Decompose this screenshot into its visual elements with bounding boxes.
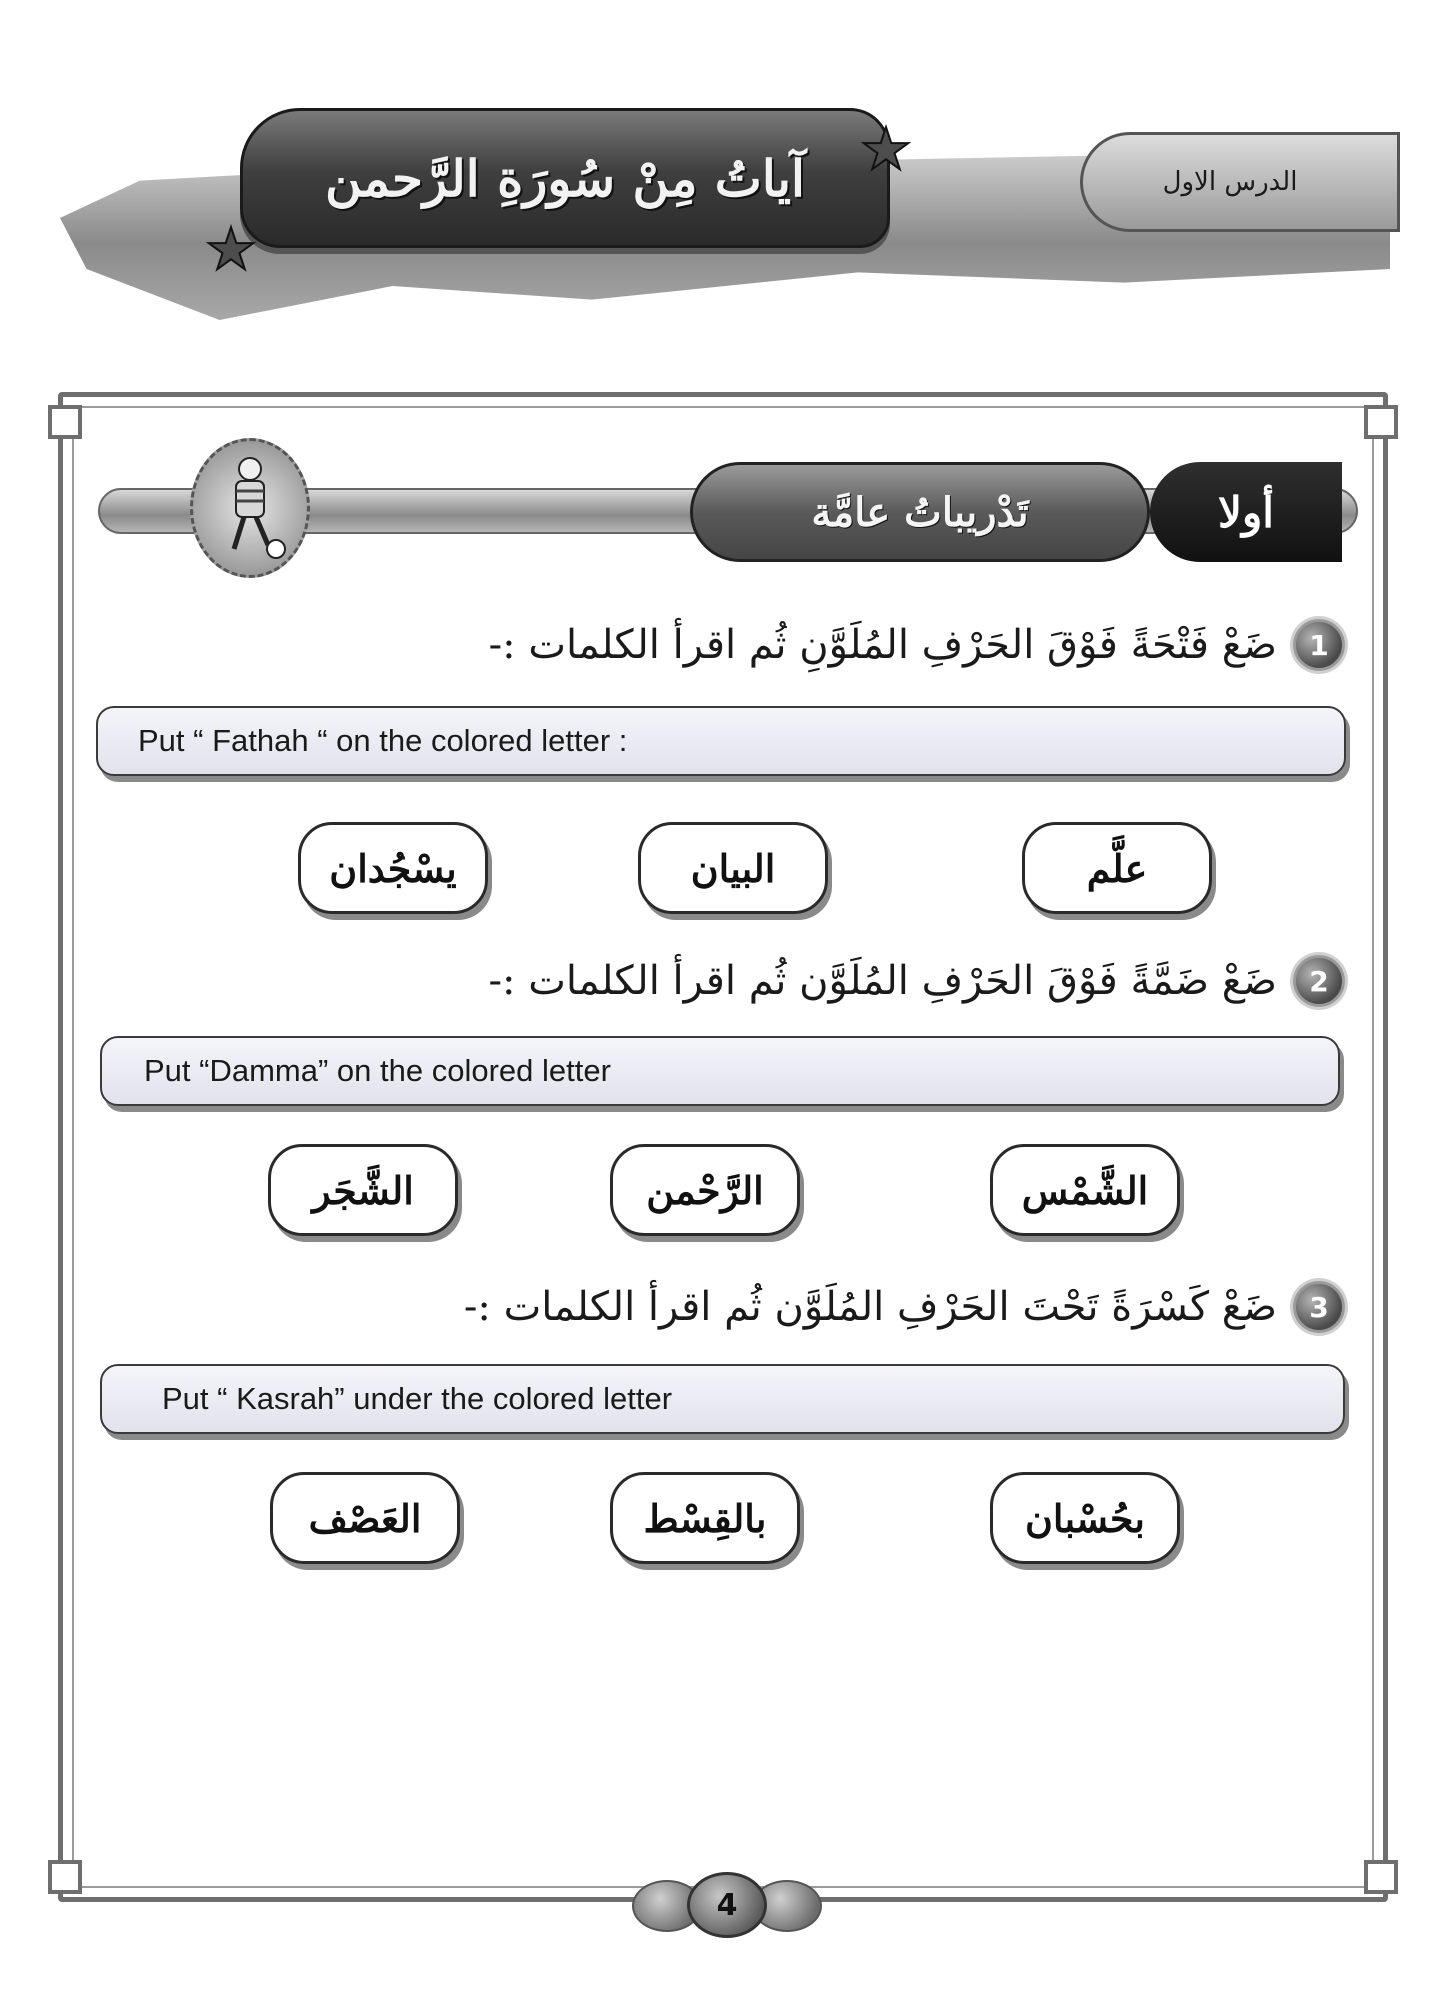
exercise-number-badge: 2 [1293, 955, 1345, 1007]
title-box [240, 108, 890, 248]
word-box: البيان [638, 822, 828, 914]
word-box: الشَّجَر [268, 1144, 458, 1236]
exercise-3-english-instruction: Put “ Kasrah” under the colored letter [100, 1364, 1345, 1434]
word-box: علَّم [1022, 822, 1212, 914]
page-number-badge [632, 1872, 822, 1938]
section-title-pill [690, 462, 1150, 562]
page-number: 4 [687, 1872, 767, 1938]
exercise-number-badge: 3 [1293, 1281, 1345, 1333]
section-title: تَدْريباتُ عامَّة [811, 488, 1029, 536]
exercise-3-question [464, 1272, 1345, 1342]
frame-corner-ornament [1364, 405, 1398, 439]
exercise-number-badge: 1 [1293, 619, 1345, 671]
word-box: العَصْف [270, 1472, 460, 1564]
word-box: الشَّمْس [990, 1144, 1180, 1236]
exercise-arabic-instruction: ضَعْ كَسْرَةً تَحْتَ الحَرْفِ المُلَوَّن ثُم اقرأ الكلمات :- [463, 1284, 1277, 1330]
exercise-1-english-instruction: Put “ Fathah “ on the colored letter : [96, 706, 1346, 776]
exercise-1-question [489, 610, 1345, 680]
exercise-arabic-instruction: ضَعْ فَتْحَةً فَوْقَ الحَرْفِ المُلَوَّنِ ثُم اقرأ الكلمات :- [488, 622, 1277, 668]
exercise-arabic-instruction: ضَعْ ضَمَّةً فَوْقَ الحَرْفِ المُلَوَّن ثُم اقرأ الكلمات :- [488, 958, 1277, 1004]
exercise-2-question [489, 946, 1345, 1016]
lesson-label: الدرس الاول [1162, 167, 1298, 197]
child-soccer-illustration [190, 438, 310, 578]
exercise-2-english-instruction: Put “Damma” on the colored letter [100, 1036, 1340, 1106]
star-icon: ★ [205, 215, 257, 283]
word-box: يسْجُدان [298, 822, 488, 914]
word-box: الرَّحْمن [610, 1144, 800, 1236]
word-box: بحُسْبان [990, 1472, 1180, 1564]
page-title: آياتُ مِنْ سُورَةِ الرَّحمن [325, 148, 805, 208]
frame-corner-ornament [1364, 1860, 1398, 1894]
frame-corner-ornament [48, 405, 82, 439]
word-box: بالقِسْط [610, 1472, 800, 1564]
frame-corner-ornament [48, 1860, 82, 1894]
section-number-label: أولا [1150, 462, 1342, 562]
star-icon: ★ [860, 115, 912, 183]
child-icon [210, 453, 290, 563]
